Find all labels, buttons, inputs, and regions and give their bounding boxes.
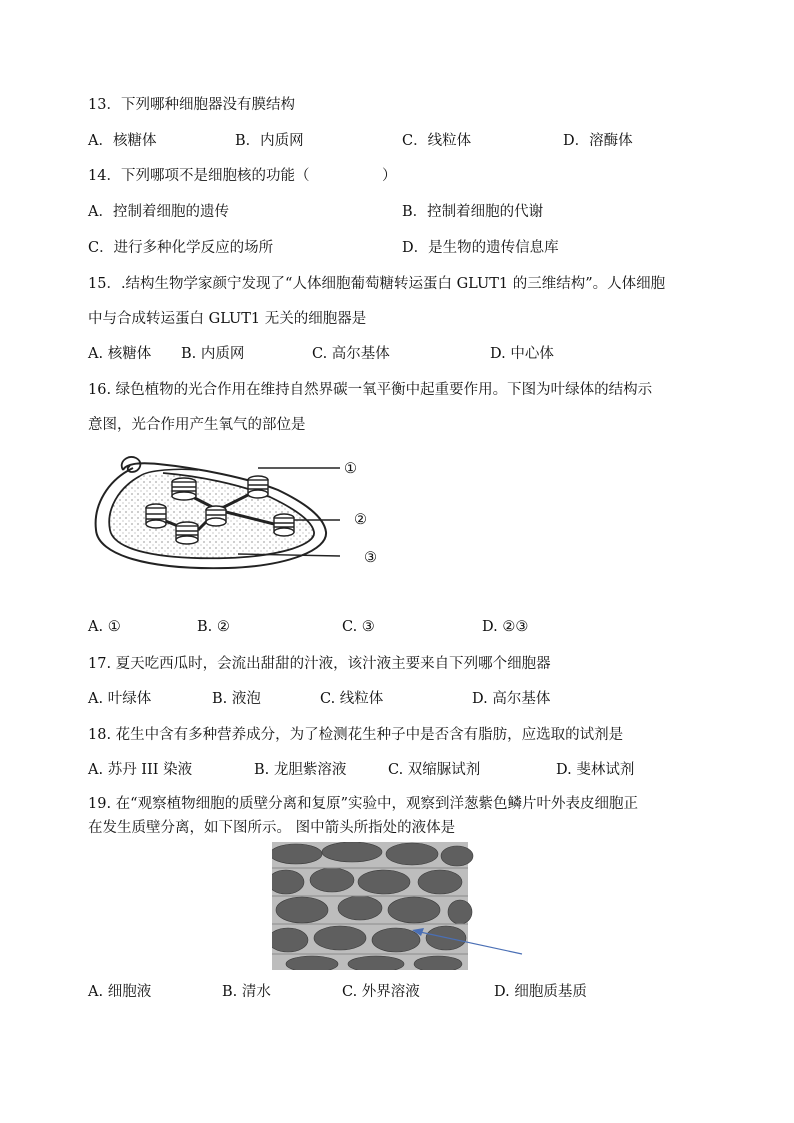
q14-option-a: A．控制着细胞的遗传: [88, 204, 229, 220]
q19-option-b: B. 清水: [222, 984, 271, 1000]
q14-option-c: C．进行多种化学反应的场所: [88, 240, 274, 256]
q16-stem-line2: 意图，光合作用产生氧气的部位是: [88, 417, 306, 433]
q18-stem: 18. 花生中含有多种营养成分，为了检测花生种子中是否含有脂肪，应选取的试剂是: [88, 727, 624, 743]
diagram-label-2: ②: [354, 512, 367, 528]
q18-option-a: A. 苏丹 III 染液: [88, 762, 193, 778]
q17-option-c: C. 线粒体: [320, 691, 384, 707]
q17-option-b: B. 液泡: [212, 691, 261, 707]
diagram-label-1: ①: [344, 461, 357, 477]
q13-option-b: B．内质网: [235, 133, 304, 149]
q15-option-a: A. 核糖体: [88, 346, 152, 362]
q16-option-a: A. ①: [88, 619, 121, 635]
q17-stem: 17. 夏天吃西瓜时，会流出甜甜的汁液，该汁液主要来自下列哪个细胞器: [88, 656, 551, 672]
q16-option-d: D. ②③: [482, 619, 529, 635]
q15-option-b: B. 内质网: [181, 346, 245, 362]
q19-option-c: C. 外界溶液: [342, 984, 420, 1000]
q15-option-c: C. 高尔基体: [312, 346, 390, 362]
q15-stem-line2: 中与合成转运蛋白 GLUT1 无关的细胞器是: [88, 311, 367, 327]
q14-option-b: B．控制着细胞的代谢: [402, 204, 544, 220]
q17-option-d: D. 高尔基体: [472, 691, 551, 707]
q15-stem-line1: 15．.结构生物学家颜宁发现了“人体细胞葡萄糖转运蛋白 GLUT1 的三维结构”。人体细胞: [88, 276, 666, 292]
q13-option-a: A．核糖体: [88, 133, 157, 149]
q13-stem: 13．下列哪种细胞器没有膜结构: [88, 97, 295, 113]
q18-option-b: B. 龙胆紫溶液: [254, 762, 347, 778]
plasmolysis-micrograph: [272, 842, 526, 970]
q14-stem: 14．下列哪项不是细胞核的功能（ ）: [88, 168, 397, 184]
q16-stem-line1: 16. 绿色植物的光合作用在维持自然界碳一氧平衡中起重要作用。下图为叶绿体的结构示: [88, 382, 653, 398]
diagram-label-3: ③: [364, 550, 377, 566]
q19-stem-line2: 在发生质壁分离，如下图所示。 图中箭头所指处的液体是: [88, 820, 456, 836]
q13-option-d: D．溶酶体: [563, 133, 633, 149]
q14-option-d: D．是生物的遗传信息库: [402, 240, 559, 256]
q16-option-c: C. ③: [342, 619, 375, 635]
q16-option-b: B. ②: [197, 619, 230, 635]
q19-stem-line1: 19. 在“观察植物细胞的质壁分离和复原”实验中，观察到洋葱紫色鳞片叶外表皮细胞正: [88, 796, 638, 812]
q19-option-d: D. 细胞质基质: [494, 984, 587, 1000]
q13-option-c: C．线粒体: [402, 133, 472, 149]
q18-option-c: C. 双缩脲试剂: [388, 762, 481, 778]
q15-option-d: D. 中心体: [490, 346, 554, 362]
q17-option-a: A. 叶绿体: [88, 691, 152, 707]
q18-option-d: D. 斐林试剂: [556, 762, 635, 778]
q19-option-a: A. 细胞液: [88, 984, 152, 1000]
